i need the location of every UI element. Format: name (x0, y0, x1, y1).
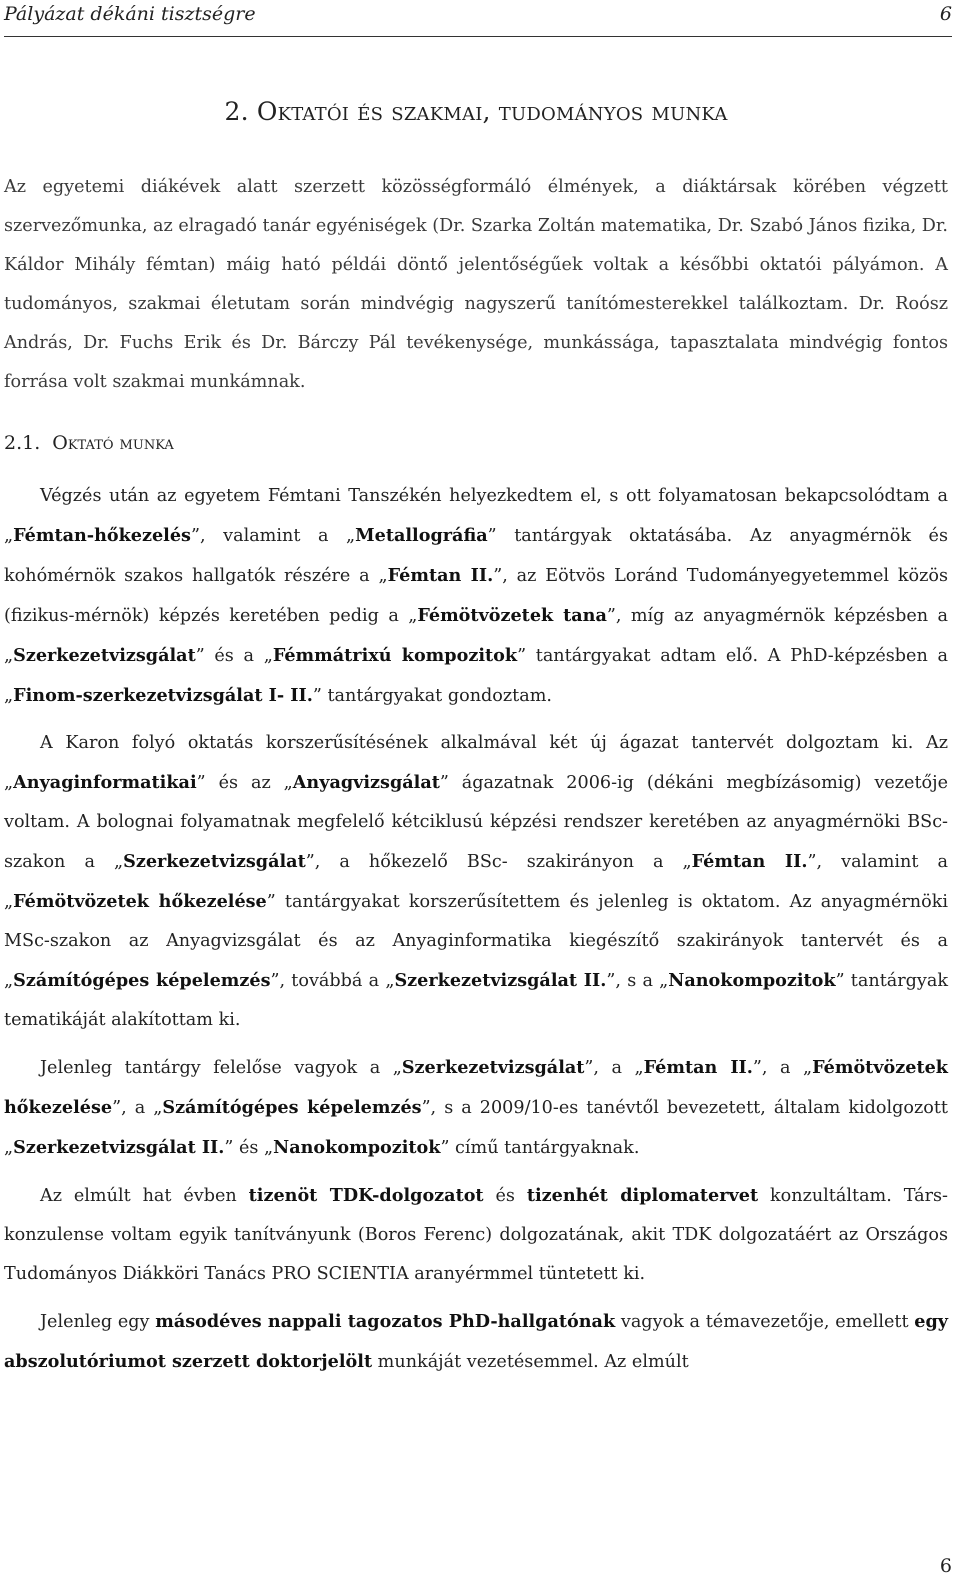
paragraph-tdk-supervision (4, 1176, 948, 1294)
text-run: ”, a „ (584, 1058, 644, 1078)
paragraph-teaching-courses (4, 477, 948, 716)
text-run: ” tantárgyak oktatásába. Az anyagmérnök és kohómérnök szakos hallgatók részére a „ (4, 526, 949, 586)
text-run: ” és a „ (195, 646, 273, 666)
text-run: konzultáltam. Társ-konzulense voltam egyik tanítványunk (Boros Ferenc) dolgozatának, akit TDK dolgozatáért az Országos Tudományos Diákköri Tanács PRO SCIENTIA aranyérmmel tüntetett ki. (4, 1186, 948, 1284)
course-name: Anyaginformatikai (13, 772, 197, 793)
highlight: tizenöt TDK-dolgozatot (248, 1185, 484, 1206)
course-name: Szerkezetvizsgálat (123, 851, 306, 872)
course-name: Metallográfia (355, 525, 488, 546)
paragraph-responsibilities (4, 1048, 948, 1168)
text-run: ” ágazatnak 2006-ig (dékáni megbízásomig) vezetője voltam. A bolognai folyamatnak megfelelő kétciklusú képzési rendszer keretében az anyagmérnöki BSc-szakon a „ (4, 773, 949, 872)
highlight: tizenhét diplomatervet (526, 1185, 759, 1206)
subsection-heading (4, 425, 948, 461)
text-run: ” és „ (224, 1138, 274, 1158)
paragraph-phd-supervision (4, 1302, 948, 1382)
text-run: ”, míg az anyagmérnök képzésben a „ (4, 606, 948, 666)
text-run: ”, a „ (752, 1058, 813, 1078)
course-name: Számítógépes képelemzés (13, 970, 271, 991)
subsection-title: Oktató munka (52, 432, 174, 454)
footer-page-number: 6 (939, 1555, 952, 1577)
course-name: Fémmátrixú kompozitok (272, 645, 518, 666)
header-page-number: 6 (939, 3, 952, 25)
course-name: Nanokompozitok (668, 970, 836, 991)
paragraph-curriculum (4, 724, 948, 1040)
course-name: Anyagvizsgálat (292, 772, 440, 793)
text-run: vagyok a témavezetője, emellett (615, 1312, 915, 1332)
text-run: és (483, 1186, 527, 1206)
text-run: ”, a hőkezelő BSc- szakirányon a „ (305, 852, 692, 872)
text-run: munkáját vezetésemmel. Az elmúlt (372, 1352, 689, 1372)
text-run: ” tantárgyakat adtam elő. A PhD-képzésben a „ (4, 646, 948, 706)
course-name: Fémötvözetek hőkezelése (4, 1057, 948, 1118)
text-run: ” című tantárgyaknak. (440, 1138, 640, 1158)
text-run: ” tantárgyakat korszerűsítettem és jelenleg is oktatom. Az anyagmérnöki MSc-szakon az Anyagvizsgálat és az Anyaginformatika kiegészítő szakirányok tantervét és a „ (4, 892, 948, 991)
course-name: Finom-szerkezetvizsgálat I- II. (13, 685, 313, 706)
text-run: ” és az „ (196, 773, 293, 793)
course-name: Szerkezetvizsgálat (13, 645, 196, 666)
course-name: Számítógépes képelemzés (162, 1097, 422, 1118)
text-run: ” tantárgyakat gondoztam. (312, 686, 552, 706)
text-run: ”, valamint a „ (4, 852, 948, 912)
course-name: Szerkezetvizsgálat (401, 1057, 585, 1078)
text-run: ” tantárgyak tematikáját alakítottam ki. (4, 971, 949, 1030)
text-run: Az elmúlt hat évben (40, 1186, 249, 1206)
text-run: Jelenleg egy (40, 1312, 156, 1332)
subsection-number: 2.1. (4, 432, 41, 454)
course-name: Fémtan II. (643, 1057, 753, 1078)
course-name: Szerkezetvizsgálat II. (394, 970, 607, 991)
header-title: Pályázat dékáni tisztségre (4, 3, 256, 25)
course-name: Fémtan II. (387, 565, 494, 586)
text-run: ”, s a 2009/10-es tanévtől bevezetett, általam kidolgozott „ (4, 1098, 948, 1158)
running-header (4, 0, 952, 37)
text-run: Jelenleg tantárgy felelőse vagyok a „ (40, 1058, 402, 1078)
highlight: egy abszolutóriumot szerzett doktorjelölt (4, 1311, 948, 1372)
text-run: ”, az Eötvös Loránd Tudományegyetemmel közös (fizikus-mérnök) képzés keretében pedig a „ (4, 566, 948, 626)
course-name: Szerkezetvizsgálat II. (13, 1137, 225, 1158)
course-name: Fémötvözetek hőkezelése (13, 891, 267, 912)
course-name: Fémötvözetek tana (417, 605, 607, 626)
course-name: Nanokompozitok (273, 1137, 441, 1158)
text-run: Végzés után az egyetem Fémtani Tanszékén helyezkedtem el, s ott folyamatosan bekapcsolódtam a „ (4, 486, 948, 546)
intro-paragraph: Az egyetemi diákévek alatt szerzett közösségformáló élmények, a diáktársak körében végzett szervezőmunka, az elragadó tanár egyéniségek (Dr. Szarka Zoltán matematika, Dr. Szabó János fizika, Dr. Káldor Mihály fémtan) máig ható példái döntő jelentőségűek voltak a későbbi oktatói pályámon. A tudományos, szakmai életutam során mindvégig nagyszerű tanítómesterekkel találkoztam. Dr. Roósz András, Dr. Fuchs Erik és Dr. Bárczy Pál tevékenysége, munkássága, tapasztalata mindvégig fontos forrása volt szakmai munkámnak. (4, 177, 948, 392)
highlight: másodéves nappali tagozatos PhD-hallgatónak (155, 1311, 616, 1332)
course-name: Fémtan-hőkezelés (13, 525, 191, 546)
text-run: ”, s a „ (606, 971, 669, 991)
text-run: A Karon folyó oktatás korszerűsítésének alkalmával két új ágazat tantervét dolgoztam ki. Az „ (4, 733, 948, 793)
section-title: 2. Oktatói és szakmai, tudományos munka (224, 97, 728, 126)
document-body (4, 92, 948, 1390)
text-run: ”, továbbá a „ (270, 971, 395, 991)
text-run: ”, a „ (112, 1098, 163, 1118)
course-name: Fémtan II. (691, 851, 808, 872)
text-run: ”, valamint a „ (190, 526, 356, 546)
